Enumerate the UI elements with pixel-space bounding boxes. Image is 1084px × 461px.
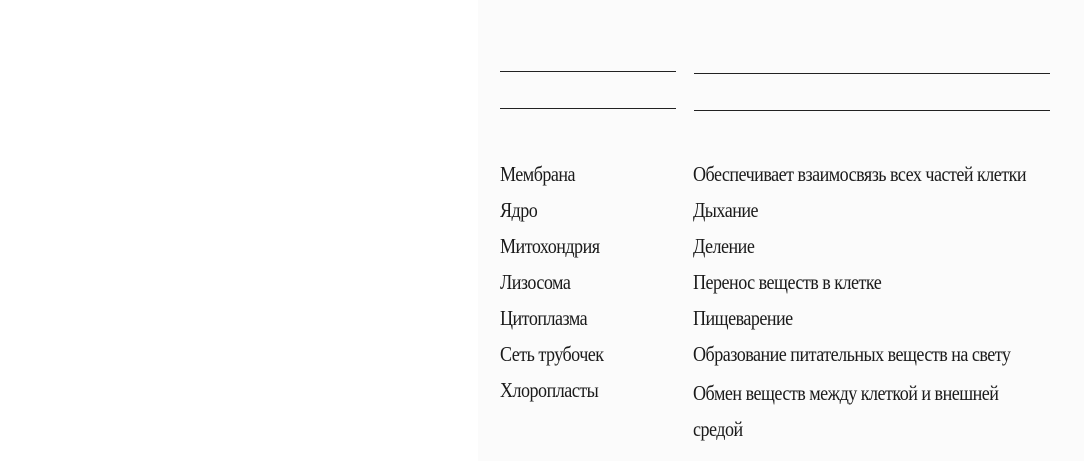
structure-item: Сеть трубочек	[500, 342, 604, 366]
structure-item: Мембрана	[500, 162, 576, 186]
answer-blank-right-2	[694, 110, 1050, 111]
function-item: Дыхание	[693, 198, 758, 222]
structure-item: Лизосома	[500, 270, 571, 294]
structure-item: Цитоплазма	[500, 306, 588, 330]
answer-blank-right-1	[694, 73, 1050, 74]
function-item: Деление	[693, 234, 755, 258]
function-item: Пищеварение	[693, 306, 793, 330]
functions-column	[693, 159, 1073, 447]
answer-blank-left-1	[500, 71, 676, 72]
function-item: Образование питательных веществ на свету	[693, 342, 1011, 366]
function-item: Перенос веществ в клетке	[693, 270, 882, 294]
structures-column	[500, 159, 690, 411]
function-item: Обеспечивает взаимосвязь всех частей клетки	[693, 162, 1027, 186]
structure-item: Хлоропласты	[500, 378, 599, 402]
function-item: Обмен веществ между клеткой и внешней средой	[693, 381, 999, 441]
answer-blank-left-2	[500, 108, 676, 109]
structure-item: Митохондрия	[500, 234, 600, 258]
structure-item: Ядро	[500, 198, 538, 222]
